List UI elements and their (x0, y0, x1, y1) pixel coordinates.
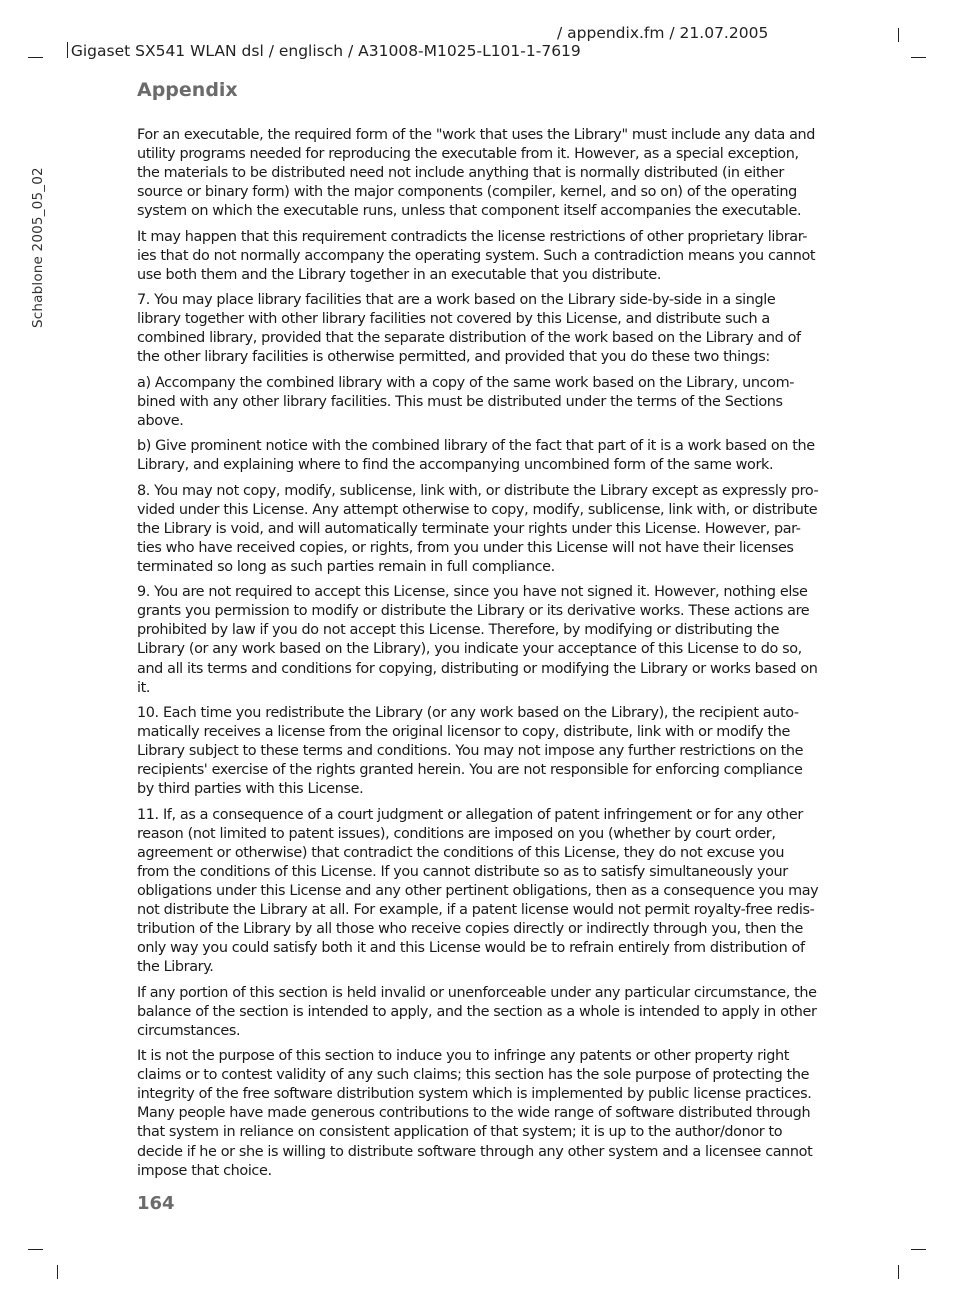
paragraph-section-7: 7. You may place library facilities that are a work based on the Library side-by-side in a single library together with other library facilities not covered by this License, and distribute such a combined library, provided that the separate distribution of the work based on the Library and of the other library facilities is otherwise permitted, and provided that you do these two things: (137, 292, 801, 366)
crop-mark-top-left-horizontal (28, 57, 43, 58)
paragraph-section-7a: a) Accompany the combined library with a copy of the same work based on the Library, uncom-bined with any other library facilities. This must be distributed under the terms of the Sections above. (137, 374, 795, 429)
paragraph-license-contradiction: It may happen that this requirement contradicts the license restrictions of other proprietary librar-ies that do not normally accompany the operating system. Such a contradiction means you cannot use both them and the Library together in an executable that you distribute. (137, 228, 816, 283)
paragraph-section-9: 9. You are not required to accept this License, since you have not signed it. However, nothing else grants you permission to modify or distribute the Library or its derivative works. These actions are prohibited by law if you do not accept this License. Therefore, by modifying or distributing the Library (or any work based on the Library), you indicate your acceptance of this License to do so, and all its terms and conditions for copying, distributing or modifying the Library or works based on it. (137, 584, 818, 696)
paragraph-section-7b: b) Give prominent notice with the combined library of the fact that part of it is a work based on the Library, and explaining where to find the accompanying uncombined form of the same work. (137, 438, 815, 474)
crop-mark-top-right-horizontal (911, 57, 926, 58)
crop-mark-bottom-right-vertical (898, 1265, 899, 1279)
paragraph-section-11: 11. If, as a consequence of a court judgment or allegation of patent infringement or for any other reason (not limited to patent issues), conditions are imposed on you (whether by court order, agreement or otherwise) that contradict the conditions of this License, they do not excuse you from the conditions of this License. If you cannot distribute so as to satisfy simultaneously your obligations under this License and any other pertinent obligations, then as a consequence you may not distribute the Library at all. For example, if a patent license would not permit royalty-free redis-tribution of the Library by all those who receive copies directly or indirectly through you, then the only way you could satisfy both it and this License would be to refrain entirely from distribution of the Library. (137, 806, 819, 976)
document-body (137, 126, 819, 1187)
paragraph-purpose: It is not the purpose of this section to induce you to infringe any patents or other property right claims or to contest validity of any such claims; this section has the sole purpose of protecting the integrity of the free software distribution system which is implemented by public license practices. Many people have made generous contributions to the wide range of software distributed through that system in reliance on consistent application of that system; it is up to the author/donor to decide if he or she is willing to distribute software through any other system and a licensee cannot impose that choice. (137, 1048, 813, 1179)
template-label: Schablone 2005_05_02 (30, 167, 46, 328)
header-left-text: Gigaset SX541 WLAN dsl / englisch / A31008-M1025-L101-1-7619 (70, 42, 581, 60)
crop-mark-top-right-vertical (898, 28, 899, 42)
paragraph-invalid-portion: If any portion of this section is held invalid or unenforceable under any particular circumstance, the balance of the section is intended to apply, and the section as a whole is intended to apply in other circumstances. (137, 984, 817, 1039)
paragraph-executable-form: For an executable, the required form of the "work that uses the Library" must include any data and utility programs needed for reproducing the executable from it. However, as a special exception, the materials to be distributed need not include anything that is normally distributed (in either source or binary form) with the major components (compiler, kernel, and so on) of the operating system on which the executable runs, unless that component itself accompanies the executable. (137, 127, 816, 220)
page-number: 164 (137, 1193, 175, 1214)
paragraph-section-8: 8. You may not copy, modify, sublicense, link with, or distribute the Library except as expressly pro-vided under this License. Any attempt otherwise to copy, modify, sublicense, link with, or distribute the Library is void, and will automatically terminate your rights under this License. However, par-ties who have received copies, or rights, from you under this License will not have their licenses terminated so long as such parties remain in full compliance. (137, 482, 819, 575)
header-separator (67, 42, 68, 58)
paragraph-section-10: 10. Each time you redistribute the Library (or any work based on the Library), the recipient auto-matically receives a license from the original licensor to copy, distribute, link with or modify the Library subject to these terms and conditions. You may not impose any further restrictions on the recipients' exercise of the rights granted herein. You are not responsible for enforcing compliance by third parties with this License. (137, 704, 804, 798)
header-right-text: / appendix.fm / 21.07.2005 (557, 24, 769, 42)
section-title: Appendix (137, 79, 238, 101)
crop-mark-bottom-left-horizontal (28, 1249, 43, 1250)
crop-mark-bottom-left-vertical (57, 1265, 58, 1279)
page-header (57, 24, 769, 78)
crop-mark-bottom-right-horizontal (911, 1249, 926, 1250)
